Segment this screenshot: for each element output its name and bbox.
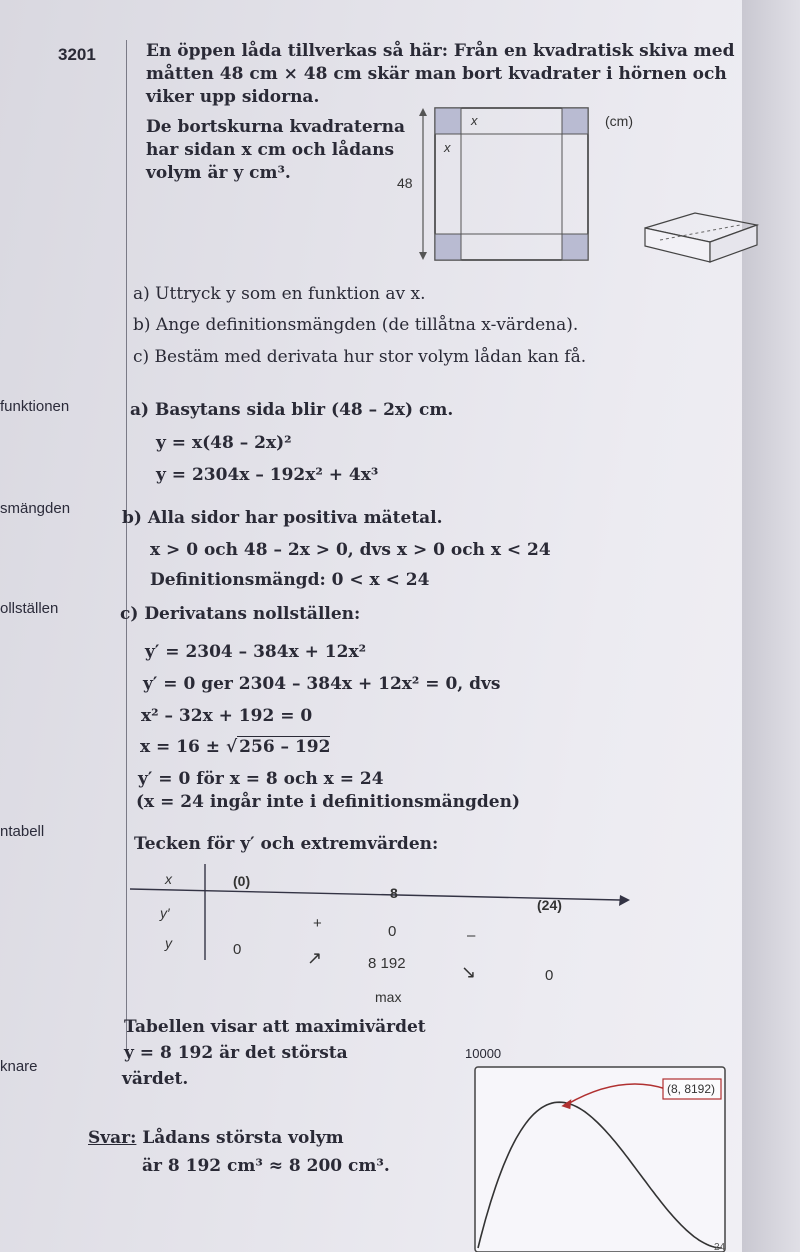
table-y-increasing: ↗: [307, 948, 323, 968]
solution-c-eq1: y′ = 2304 – 384x + 12x²: [145, 642, 367, 662]
table-axis-arrow: [619, 895, 630, 906]
table-yprime-minus: –: [467, 927, 476, 944]
solution-c-eq4-radicand: 256 – 192: [239, 737, 331, 757]
solution-c-eq4-pre: x = 16 ±: [140, 737, 221, 757]
table-row-y: y: [165, 935, 172, 951]
table-head-8: 8: [390, 885, 398, 901]
solution-a-text: a) Basytans sida blir (48 – 2x) cm.: [130, 400, 454, 420]
solution-a-eq1: y = x(48 – 2x)²: [156, 433, 292, 453]
sheet-figure: [395, 100, 765, 275]
solution-c-eq3: x² – 32x + 192 = 0: [141, 706, 313, 726]
fig-unit-label: (cm): [605, 113, 633, 129]
solution-b-eq: x > 0 och 48 – 2x > 0, dvs x > 0 och x < 24: [150, 540, 551, 560]
corner-square-tr: [562, 108, 588, 134]
table-y-start: 0: [233, 941, 242, 958]
solution-c-eq2: y′ = 0 ger 2304 – 384x + 12x² = 0, dvs: [143, 674, 501, 694]
conclusion-line-2: y = 8 192 är det största: [124, 1043, 348, 1063]
desc-line-3: volym är y cm³.: [146, 163, 291, 183]
margin-label-graph: knare: [0, 1058, 38, 1075]
solution-c-eq5: y′ = 0 för x = 8 och x = 24: [138, 769, 384, 789]
fig-size-label: 48: [397, 175, 413, 191]
question-a: a) Uttryck y som en funktion av x.: [133, 284, 426, 304]
solution-c-eq4: [140, 737, 330, 757]
table-y-decreasing: ↘: [461, 962, 477, 982]
table-title: Tecken för y′ och extremvärden:: [134, 834, 439, 854]
table-y-end: 0: [545, 967, 554, 984]
table-yprime-zero: 0: [388, 923, 397, 940]
answer-line-1: [88, 1124, 344, 1152]
answer-text-1: Lådans största volym: [142, 1128, 344, 1148]
conclusion-line-1: Tabellen visar att maximivärdet: [124, 1017, 426, 1037]
fig-x-label-side: x: [444, 140, 451, 155]
table-y-max-value: 8 192: [368, 955, 406, 972]
desc-line-2: har sidan x cm och lådans: [146, 140, 395, 160]
question-c: c) Bestäm med derivata hur stor volym lådan kan få.: [133, 347, 587, 367]
margin-label-b: smängden: [0, 500, 71, 517]
fig-x-label-top: x: [471, 113, 478, 128]
table-yprime-plus: +: [313, 915, 322, 932]
solution-c-eq6: (x = 24 ingår inte i definitionsmängden): [136, 792, 521, 812]
desc-line-1: De bortskurna kvadraterna: [146, 117, 406, 137]
answer-line-2: är 8 192 cm³ ≈ 8 200 cm³.: [142, 1156, 390, 1176]
corner-square-bl: [435, 234, 461, 260]
box-sketch: [645, 213, 757, 262]
margin-label-a: funktionen: [0, 398, 70, 415]
problem-number: 3201: [58, 45, 96, 64]
problem-line-3: viker upp sidorna.: [146, 87, 320, 107]
table-row-yprime: y′: [160, 905, 170, 921]
sign-table: [125, 862, 635, 1017]
margin-label-c: ollställen: [0, 600, 59, 617]
answer-label: Svar:: [88, 1128, 137, 1148]
table-head-0: (0): [233, 873, 251, 889]
solution-b-text: b) Alla sidor har positiva mätetal.: [122, 508, 443, 528]
dimension-arrow-bottom: [419, 252, 427, 260]
table-head-x: x: [165, 871, 172, 887]
problem-line-2: måtten 48 cm × 48 cm skär man bort kvadrater i hörnen och: [146, 64, 727, 84]
max-point-label: (8, 8192): [667, 1082, 716, 1096]
corner-square-br: [562, 234, 588, 260]
solution-b-def: Definitionsmängd: 0 < x < 24: [150, 570, 430, 590]
corner-square-tl: [435, 108, 461, 134]
graph-y-top-label: 10000: [465, 1046, 502, 1061]
solution-a-eq2: y = 2304x – 192x² + 4x³: [156, 465, 379, 485]
sqrt-sign: √: [225, 737, 238, 757]
margin-label-table: ntabell: [0, 823, 45, 840]
conclusion-line-3: värdet.: [122, 1069, 189, 1089]
table-max-label: max: [375, 989, 402, 1005]
solution-c-text: c) Derivatans nollställen:: [120, 604, 361, 624]
problem-line-1: En öppen låda tillverkas så här: Från en kvadratisk skiva med: [146, 41, 735, 61]
table-head-24: (24): [537, 897, 562, 913]
function-graph: [470, 1062, 732, 1252]
graph-x-end-label: 24: [714, 1242, 726, 1252]
question-b: b) Ange definitionsmängden (de tillåtna x-värdena).: [133, 315, 579, 335]
dimension-arrow-top: [419, 108, 427, 116]
